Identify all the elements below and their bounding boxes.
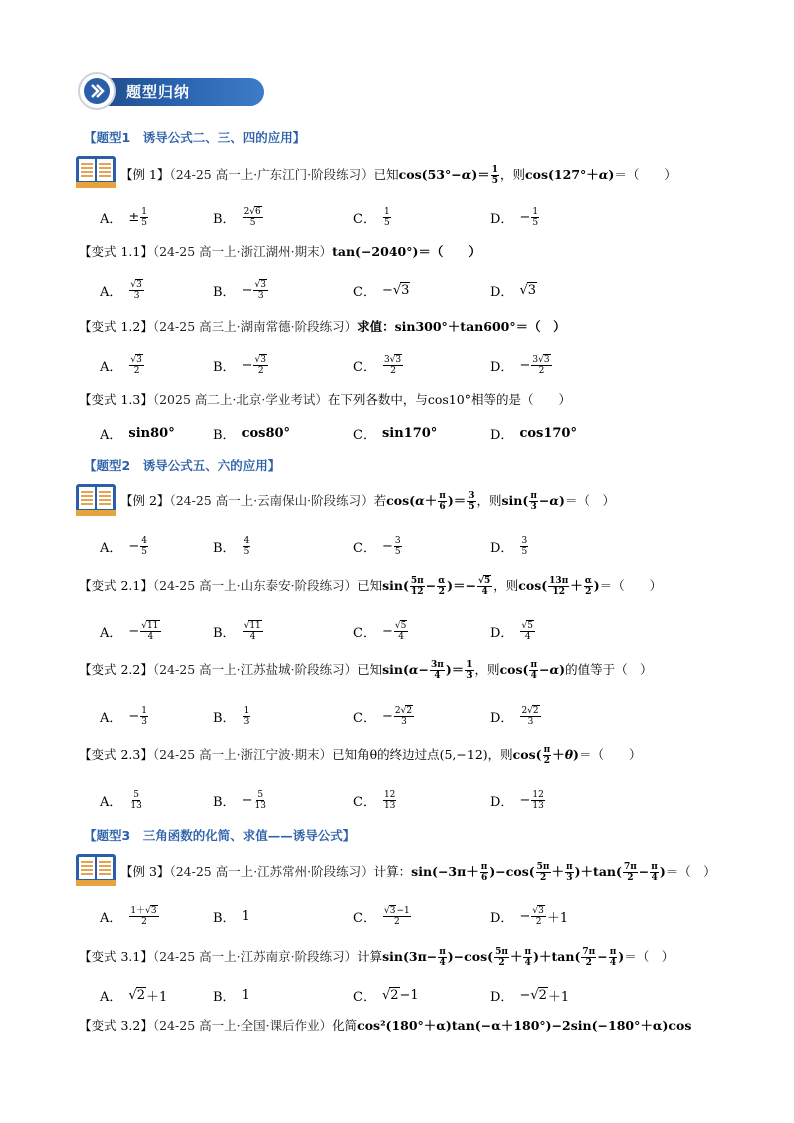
question-v12 bbox=[79, 318, 566, 336]
options-ex2 bbox=[100, 533, 700, 559]
question-blank: ＝（ ） bbox=[599, 578, 663, 593]
book-icon bbox=[76, 484, 116, 516]
book-icon bbox=[76, 854, 116, 886]
question-text: 已知 bbox=[357, 578, 383, 593]
option-c[interactable]: C． − 3 5 bbox=[353, 535, 401, 557]
option-a[interactable]: A． 1＋√3 2 bbox=[100, 905, 157, 927]
option-c[interactable]: C． 3√3 2 bbox=[353, 354, 402, 376]
math-expr: cos( $\frac{13\pi}{12}$ ＋ $\frac{\alpha}{2}$ ) bbox=[518, 576, 600, 597]
question-source: （2025 高二上·北京·学业考试） bbox=[152, 392, 328, 407]
option-c[interactable]: C． 1 5 bbox=[353, 206, 390, 228]
question-text: ，则 bbox=[500, 167, 526, 182]
play-icon bbox=[84, 78, 110, 104]
question-blank: ＝（ ） bbox=[624, 949, 675, 964]
option-d[interactable]: D． √5 4 bbox=[490, 620, 533, 642]
option-a[interactable]: A． − 1 3 bbox=[100, 705, 148, 727]
option-a[interactable]: A． √3 3 bbox=[100, 279, 142, 301]
option-a[interactable]: A． √3 2 bbox=[100, 354, 142, 376]
question-ex2 bbox=[120, 491, 615, 512]
option-d[interactable]: D． 3 5 bbox=[490, 535, 528, 557]
option-c[interactable]: C． − √5 4 bbox=[353, 620, 407, 642]
math-expr: cos²(180°＋α)tan(−α＋180°)−2sin(−180°＋α)cos bbox=[357, 1018, 692, 1033]
question-source: （24-25 高一上·江苏南京·阶段练习） bbox=[152, 949, 358, 964]
question-text: 化简 bbox=[332, 1018, 358, 1033]
question-v22 bbox=[79, 660, 653, 681]
question-source: （24-25 高一上·江苏盐城·阶段练习） bbox=[152, 662, 358, 677]
question-label: 【例 2】 bbox=[120, 493, 170, 508]
option-a[interactable]: A． − √11 4 bbox=[100, 620, 159, 642]
math-expr: cos(α＋ $\frac{\pi}{6}$ )＝ $\frac{3}{5}$ bbox=[386, 491, 475, 512]
question-v31 bbox=[79, 947, 674, 968]
option-a[interactable]: A． − 4 5 bbox=[100, 535, 148, 557]
question-label: 【变式 3.1】 bbox=[79, 949, 153, 964]
option-a[interactable]: A． ± 1 5 bbox=[100, 206, 148, 228]
option-d[interactable]: D． −√ 2 ＋1 bbox=[490, 987, 570, 1005]
banner-icon-circle bbox=[78, 72, 116, 110]
option-d[interactable]: D． − 12 13 bbox=[490, 789, 544, 811]
question-text: 在下列各数中，与cos10°相等的是（ ） bbox=[327, 392, 571, 407]
question-text: ，则 bbox=[493, 578, 519, 593]
question-source: （24-25 高三上·湖南常德·阶段练习） bbox=[152, 319, 358, 334]
options-v21 bbox=[100, 618, 700, 644]
question-v11 bbox=[79, 243, 481, 261]
question-source: （24-25 高一上·山东泰安·阶段练习） bbox=[152, 578, 358, 593]
question-text: 已知 bbox=[357, 662, 383, 677]
question-label: 【例 3】 bbox=[120, 864, 170, 879]
question-source: （24-25 高一上·浙江湖州·期末） bbox=[152, 244, 333, 259]
question-label: 【变式 2.2】 bbox=[79, 662, 153, 677]
question-label: 【变式 2.3】 bbox=[79, 747, 153, 762]
options-v12 bbox=[100, 352, 700, 378]
math-expr: sin( $\frac{\pi}{3}$ −α) bbox=[501, 491, 565, 512]
question-ex1 bbox=[120, 165, 677, 186]
question-text: 计算 bbox=[357, 949, 383, 964]
question-blank: ＝（ ） bbox=[578, 747, 642, 762]
section-title-2: 【题型2 诱导公式五、六的应用】 bbox=[84, 458, 281, 473]
question-label: 【变式 1.3】 bbox=[79, 392, 153, 407]
option-c[interactable]: C． sin170° bbox=[353, 425, 438, 443]
question-text: 已知角θ的终边过点(5,−12)，则 bbox=[332, 747, 513, 762]
options-ex3 bbox=[100, 903, 700, 929]
math-expr: cos(53°−α)＝ $\frac{1}{5}$ bbox=[398, 165, 499, 186]
question-text: 求值：sin300°＋tan600°＝（ ） bbox=[357, 319, 566, 334]
options-ex1 bbox=[100, 204, 700, 230]
question-label: 【例 1】 bbox=[120, 167, 170, 182]
question-text: ，则 bbox=[474, 662, 500, 677]
question-blank: ＝（ ） bbox=[564, 493, 615, 508]
option-b[interactable]: B． 1 3 bbox=[213, 705, 250, 727]
question-text: tan(−2040°)＝（ ） bbox=[332, 244, 481, 259]
question-blank: 的值等于（ ） bbox=[565, 662, 653, 677]
question-v32 bbox=[79, 1017, 691, 1035]
math-expr: sin(α− $\frac{3\pi}{4}$ )＝ $\frac{1}{3}$ bbox=[382, 660, 473, 681]
option-a[interactable]: A． sin80° bbox=[100, 425, 175, 443]
section-title-3: 【题型3 三角函数的化简、求值——诱导公式】 bbox=[84, 828, 356, 843]
option-d[interactable]: D． √ 3 bbox=[490, 282, 537, 300]
option-c[interactable]: C． 12 13 bbox=[353, 789, 396, 811]
option-c[interactable]: C． √ 2 −1 bbox=[353, 987, 419, 1005]
option-d[interactable]: D． cos170° bbox=[490, 425, 577, 443]
question-source: （24-25 高一上·云南保山·阶段练习） bbox=[169, 493, 374, 508]
option-d[interactable]: D． − √3 2 ＋1 bbox=[490, 905, 569, 927]
math-expr: sin(3π− $\frac{\pi}{4}$ )−cos( $\frac{5\pi}{2}$ ＋ $\frac{\pi}{4}$ )＋tan( $\frac{7\pi}{2}$ − $\frac{\pi}{4}$ ) bbox=[382, 947, 625, 968]
question-label: 【变式 1.2】 bbox=[79, 319, 153, 334]
question-label: 【变式 3.2】 bbox=[79, 1018, 153, 1033]
option-b[interactable]: B． 2√6 5 bbox=[213, 206, 261, 228]
question-source: （24-25 高一上·全国·课后作业） bbox=[152, 1018, 333, 1033]
math-expr: cos( $\frac{\pi}{2}$ ＋θ) bbox=[512, 745, 579, 766]
option-a[interactable]: A． √ 2 ＋1 bbox=[100, 987, 168, 1005]
option-b[interactable]: B． − √3 2 bbox=[213, 354, 266, 376]
option-a[interactable]: A． 5 13 bbox=[100, 789, 142, 811]
question-source: （24-25 高一上·广东江门·阶段练习） bbox=[169, 167, 374, 182]
option-b[interactable]: B． 1 bbox=[213, 987, 250, 1005]
option-b[interactable]: B． − √3 3 bbox=[213, 279, 266, 301]
option-c[interactable]: C． −√ 3 bbox=[353, 282, 410, 300]
option-b[interactable]: B． cos80° bbox=[213, 425, 291, 443]
question-label: 【变式 1.1】 bbox=[79, 244, 153, 259]
question-blank: ＝（ ） bbox=[614, 167, 677, 182]
section-banner bbox=[78, 72, 264, 110]
option-b[interactable]: B． 1 bbox=[213, 908, 250, 926]
question-v13 bbox=[79, 391, 571, 409]
options-v31 bbox=[100, 982, 700, 1008]
question-ex3 bbox=[120, 862, 716, 883]
math-expr: sin( $\frac{5\pi}{12}$ − $\frac{\alpha}{2}$ )＝− $\frac{√5}{4}$ bbox=[382, 576, 491, 597]
question-label: 【变式 2.1】 bbox=[79, 578, 153, 593]
option-d[interactable]: D． − 3√3 2 bbox=[490, 354, 550, 376]
question-source: （24-25 高一上·浙江宁波·期末） bbox=[152, 747, 333, 762]
options-v11 bbox=[100, 277, 700, 303]
option-d[interactable]: D． − 1 5 bbox=[490, 206, 539, 228]
question-text: 若 bbox=[373, 493, 387, 508]
question-text: 已知 bbox=[373, 167, 399, 182]
option-c[interactable]: C． − 2√2 3 bbox=[353, 705, 413, 727]
math-expr: cos(127°＋α) bbox=[525, 167, 615, 182]
question-text: 计算： bbox=[373, 864, 412, 879]
math-expr: sin(−3π＋ $\frac{\pi}{6}$ )−cos( $\frac{5\pi}{2}$ ＋ $\frac{\pi}{3}$ )＋tan( $\frac{7\pi}{2}$ − $\frac{\pi}{4}$ ) bbox=[411, 862, 666, 883]
math-expr: cos( $\frac{\pi}{4}$ −α) bbox=[499, 660, 566, 681]
question-blank: ＝（ ） bbox=[665, 864, 716, 879]
banner-title: 题型归纳 bbox=[126, 83, 191, 101]
options-v22 bbox=[100, 703, 700, 729]
option-d[interactable]: D． 2√2 3 bbox=[490, 705, 539, 727]
option-b[interactable]: B． − 5 13 bbox=[213, 789, 266, 811]
option-c[interactable]: C． √3−1 2 bbox=[353, 905, 410, 927]
option-b[interactable]: B． √11 4 bbox=[213, 620, 261, 642]
question-v21 bbox=[79, 576, 662, 597]
question-text: ，则 bbox=[476, 493, 502, 508]
question-source: （24-25 高一上·江苏常州·阶段练习） bbox=[169, 864, 374, 879]
question-v23 bbox=[79, 745, 641, 766]
options-v23 bbox=[100, 787, 700, 813]
book-icon bbox=[76, 156, 116, 188]
section-title-1: 【题型1 诱导公式二、三、四的应用】 bbox=[84, 130, 306, 145]
options-v13 bbox=[100, 420, 700, 446]
option-b[interactable]: B． 4 5 bbox=[213, 535, 250, 557]
